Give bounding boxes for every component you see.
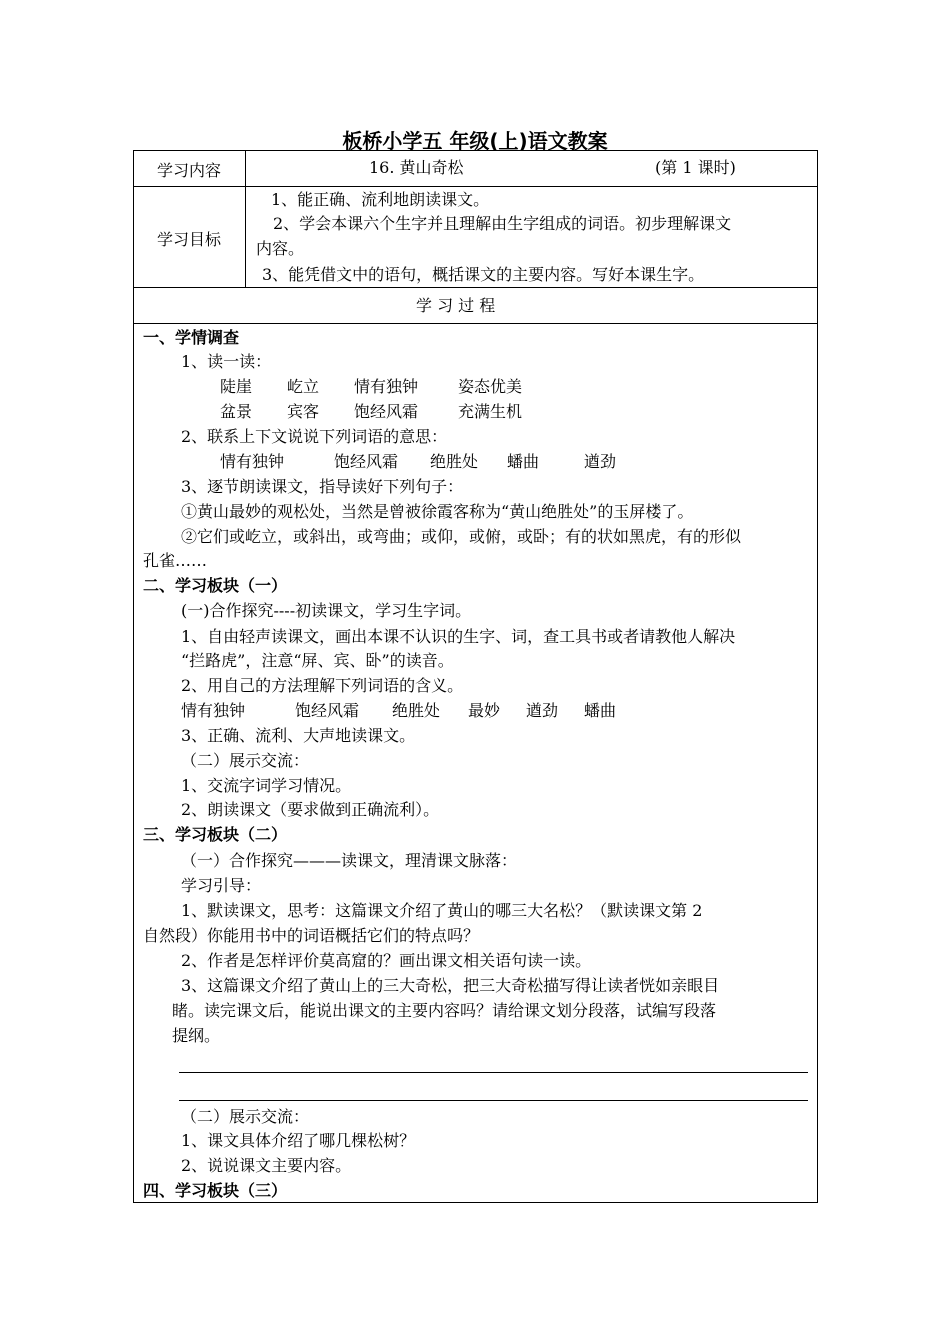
- paragraph: 自然段）你能用书中的词语概括它们的特点吗？: [143, 926, 480, 945]
- paragraph: 2、朗读课文（要求做到正确流利）。: [181, 800, 440, 819]
- column-divider: [245, 150, 246, 287]
- goal-item: 1、能正确、流利地朗读课文。: [271, 190, 490, 209]
- paragraph: 1、课文具体介绍了哪几棵松树？: [181, 1131, 416, 1150]
- process-label: 学 习 过 程: [416, 296, 496, 315]
- paragraph: (一)合作探究----初读课文，学习生字词。: [181, 601, 472, 620]
- word-item: 绝胜处: [430, 452, 479, 471]
- paragraph: 提纲。: [172, 1026, 221, 1045]
- paragraph: ②它们或屹立，或斜出，或弯曲；或仰，或俯，或卧；有的状如黑虎，有的形似: [181, 527, 742, 546]
- paragraph: 2、作者是怎样评价莫高窟的？画出课文相关语句读一读。: [181, 951, 592, 970]
- word-item: 宾客: [287, 402, 320, 421]
- word-item: 姿态优美: [458, 377, 523, 396]
- goals-label: 学习目标: [156, 230, 221, 249]
- paragraph: “拦路虎”，注意“屏、宾、卧”的读音。: [181, 651, 454, 670]
- paragraph: 1、默读课文，思考：这篇课文介绍了黄山的哪三大名松？（默读课文第 2: [181, 901, 703, 920]
- paragraph: （一）合作探究———读课文，理清课文脉落：: [181, 851, 518, 870]
- section-heading: 一、学情调查: [143, 328, 240, 347]
- word-item: 充满生机: [458, 402, 523, 421]
- paragraph: 3、正确、流利、大声地读课文。: [181, 726, 416, 745]
- word-item: 屹立: [287, 377, 320, 396]
- paragraph: 3、逐节朗读课文，指导读好下列句子：: [181, 477, 464, 496]
- paragraph: 2、说说课文主要内容。: [181, 1156, 352, 1175]
- paragraph: 学习引导：: [181, 876, 262, 895]
- word-item: 遒劲: [526, 701, 559, 720]
- section-heading: 四、学习板块（三）: [143, 1181, 288, 1200]
- word-item: 情有独钟: [220, 452, 285, 471]
- row-divider: [133, 186, 818, 187]
- paragraph: 1、读一读：: [181, 352, 272, 371]
- lesson-title: 16. 黄山奇松: [369, 158, 464, 177]
- word-item: 饱经风霜: [334, 452, 399, 471]
- paragraph: 3、这篇课文介绍了黄山上的三大奇松，把三大奇松描写得让读者恍如亲眼目: [181, 976, 720, 995]
- paragraph: 孔雀……: [143, 551, 208, 570]
- content-label: 学习内容: [156, 161, 221, 180]
- paragraph: 2、用自己的方法理解下列词语的含义。: [181, 676, 464, 695]
- writing-line: [179, 1072, 808, 1073]
- lesson-period: (第 1 课时): [655, 158, 736, 177]
- word-item: 遒劲: [584, 452, 617, 471]
- paragraph: （二）展示交流：: [181, 1107, 310, 1126]
- word-item: 蟠曲: [507, 452, 540, 471]
- word-item: 情有独钟: [181, 701, 246, 720]
- writing-line: [179, 1100, 808, 1101]
- paragraph: ①黄山最妙的观松处，当然是曾被徐霞客称为“黄山绝胜处”的玉屏楼了。: [181, 502, 694, 521]
- word-item: 绝胜处: [392, 701, 441, 720]
- document-title: 板桥小学五 年级(上)语文教案: [342, 129, 608, 153]
- word-item: 情有独钟: [354, 377, 419, 396]
- word-item: 最妙: [468, 701, 501, 720]
- paragraph: 1、自由轻声读课文，画出本课不认识的生字、词，查工具书或者请教他人解决: [181, 627, 736, 646]
- word-item: 陡崖: [220, 377, 253, 396]
- word-item: 饱经风霜: [295, 701, 360, 720]
- word-item: 盆景: [220, 402, 253, 421]
- row-divider: [133, 287, 818, 288]
- paragraph: 睹。读完课文后，能说出课文的主要内容吗？请给课文划分段落，试编写段落: [172, 1001, 717, 1020]
- paragraph: 2、联系上下文说说下列词语的意思：: [181, 427, 448, 446]
- goal-item: 3、能凭借文中的语句，概括课文的主要内容。写好本课生字。: [262, 265, 705, 284]
- section-heading: 三、学习板块（二）: [143, 825, 288, 844]
- goal-item: 内容。: [256, 239, 305, 258]
- section-heading: 二、学习板块（一）: [143, 576, 288, 595]
- row-divider: [133, 323, 818, 324]
- goal-item: 2、学会本课六个生字并且理解由生字组成的词语。初步理解课文: [273, 214, 732, 233]
- word-item: 蟠曲: [584, 701, 617, 720]
- word-item: 饱经风霜: [354, 402, 419, 421]
- paragraph: 1、交流字词学习情况。: [181, 776, 352, 795]
- paragraph: （二）展示交流：: [181, 751, 310, 770]
